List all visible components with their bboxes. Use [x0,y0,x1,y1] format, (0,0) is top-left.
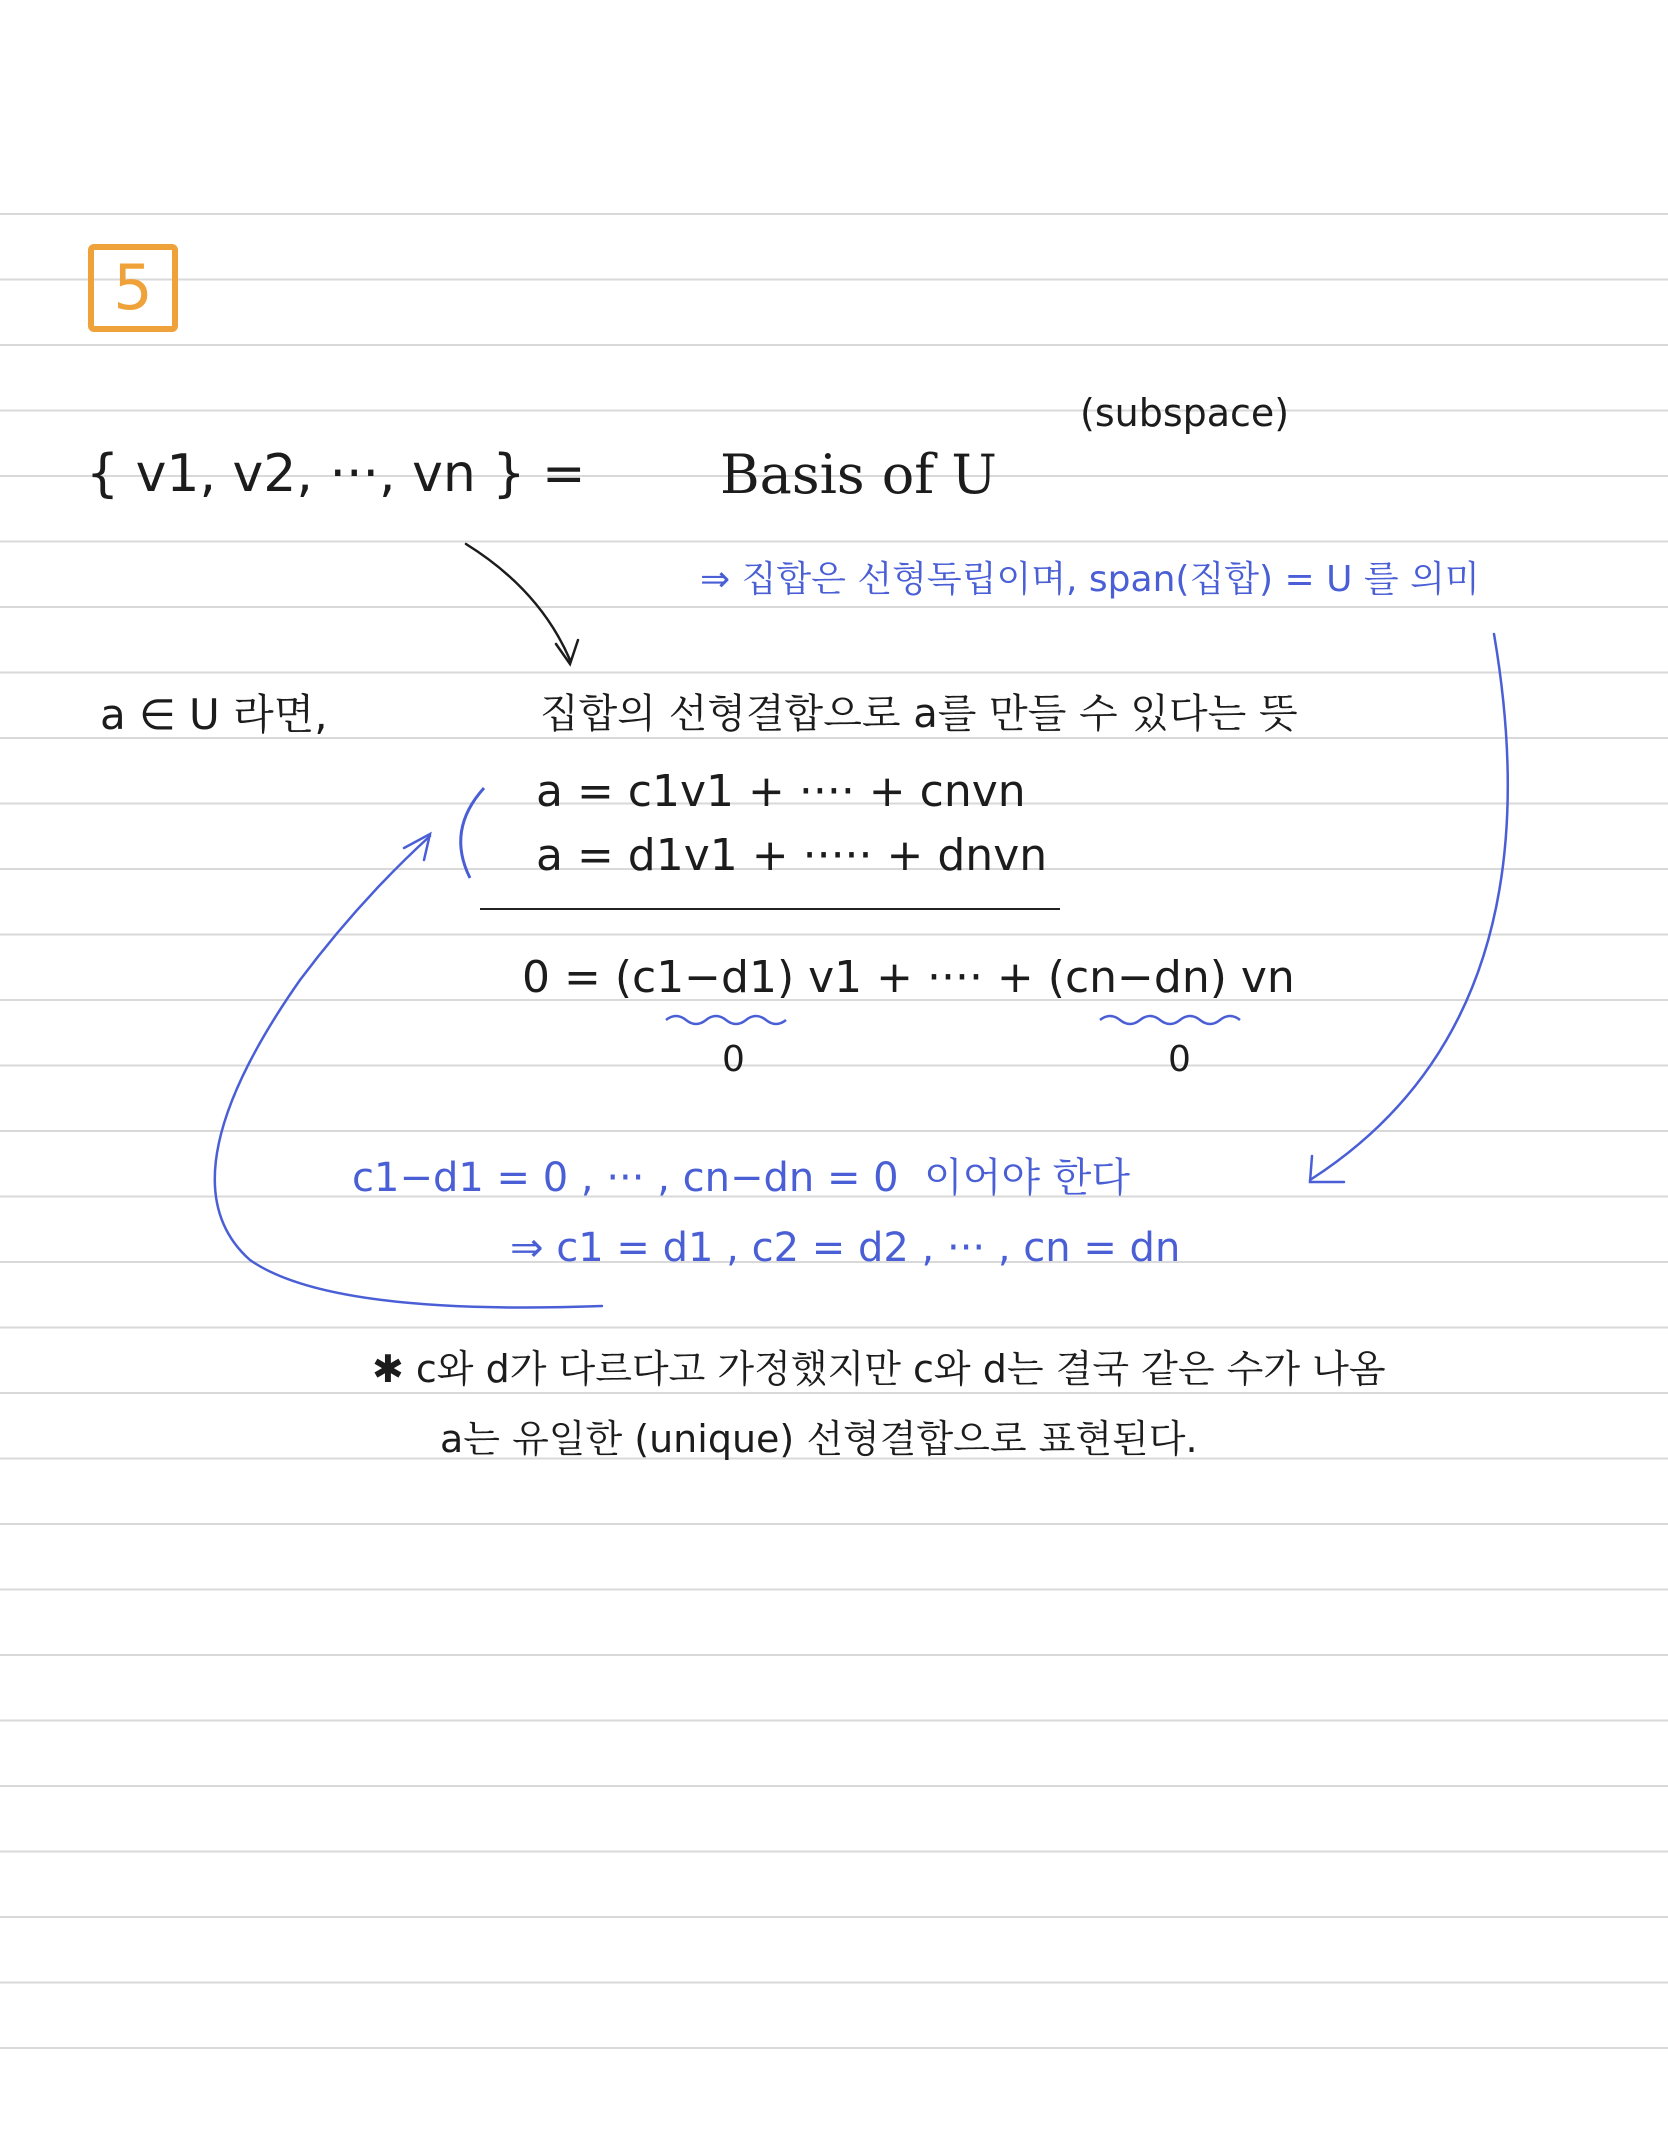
statement-lhs: a ∈ U 라면, [100,690,328,739]
problem-number: 5 [113,251,153,324]
conclusion-line-2: a는 유일한 (unique) 선형결합으로 표현된다. [440,1417,1198,1461]
equation-c: a = c1v1 + ···· + cnvn [536,766,1026,817]
zero-label-left: 0 [722,1039,745,1080]
independence-note: ⇒ 집합은 선형독립이며, span(집합) = U 를 의미 [700,559,1480,600]
statement-rhs: 집합의 선형결합으로 a를 만들 수 있다는 뜻 [540,691,1298,737]
subtraction-line [480,908,1060,910]
equation-difference: 0 = (c1−d1) v1 + ···· + (cn−dn) vn [522,952,1295,1003]
basis-lhs: { v1, v2, ···, vn } = [86,444,586,504]
basis-rhs: Basis of U [720,443,997,506]
zero-label-right: 0 [1168,1039,1191,1080]
coefficient-condition: c1−d1 = 0 , ··· , cn−dn = 0 이어야 한다 [352,1155,1130,1201]
coefficient-equality: ⇒ c1 = d1 , c2 = d2 , ··· , cn = dn [510,1225,1181,1271]
basis-superscript: (subspace) [1080,391,1290,435]
problem-number-box [88,244,178,332]
equation-d: a = d1v1 + ····· + dnvn [536,830,1048,881]
conclusion-line-1: ✱ c와 d가 다르다고 가정했지만 c와 d는 결국 같은 수가 나옴 [372,1347,1386,1391]
